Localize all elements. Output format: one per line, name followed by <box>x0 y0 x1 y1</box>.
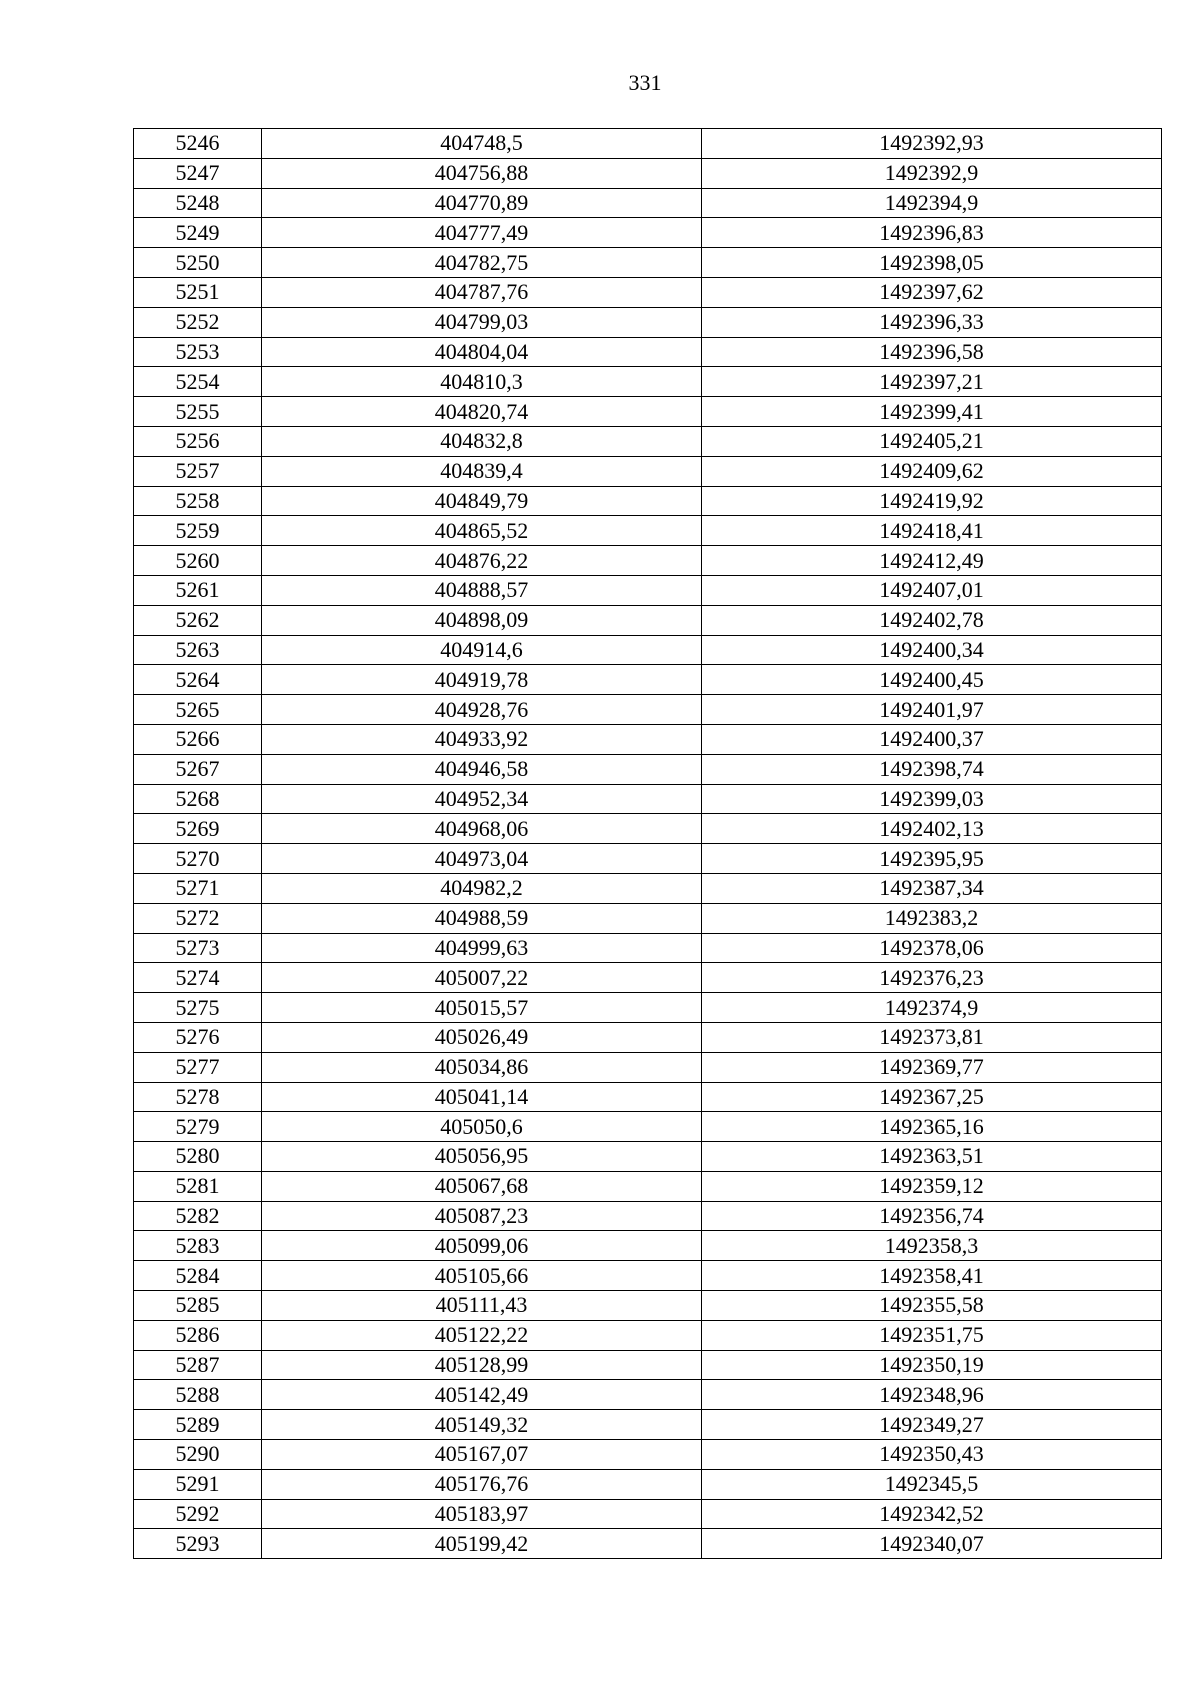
table-row <box>134 605 1162 635</box>
point-number-cell: 5275 <box>134 993 262 1023</box>
x-coordinate-cell: 405007,22 <box>262 963 702 993</box>
y-coordinate-cell: 1492399,03 <box>702 784 1162 814</box>
y-coordinate-cell: 1492367,25 <box>702 1082 1162 1112</box>
x-coordinate-cell: 404756,88 <box>262 158 702 188</box>
point-number-cell: 5252 <box>134 307 262 337</box>
y-coordinate-cell: 1492350,19 <box>702 1350 1162 1380</box>
x-coordinate-cell: 404968,06 <box>262 814 702 844</box>
point-number-cell: 5293 <box>134 1529 262 1559</box>
point-number-cell: 5258 <box>134 486 262 516</box>
y-coordinate-cell: 1492365,16 <box>702 1112 1162 1142</box>
table-row <box>134 1380 1162 1410</box>
y-coordinate-cell: 1492396,83 <box>702 218 1162 248</box>
x-coordinate-cell: 404865,52 <box>262 516 702 546</box>
x-coordinate-cell: 404914,6 <box>262 635 702 665</box>
x-coordinate-cell: 404982,2 <box>262 873 702 903</box>
table-row <box>134 903 1162 933</box>
point-number-cell: 5282 <box>134 1201 262 1231</box>
x-coordinate-cell: 404849,79 <box>262 486 702 516</box>
point-number-cell: 5278 <box>134 1082 262 1112</box>
x-coordinate-cell: 404888,57 <box>262 575 702 605</box>
table-row <box>134 1469 1162 1499</box>
table-row <box>134 1171 1162 1201</box>
y-coordinate-cell: 1492376,23 <box>702 963 1162 993</box>
coordinates-table <box>133 128 1162 1559</box>
y-coordinate-cell: 1492374,9 <box>702 993 1162 1023</box>
point-number-cell: 5273 <box>134 933 262 963</box>
table-row <box>134 546 1162 576</box>
table-row <box>134 1112 1162 1142</box>
coordinates-table-body <box>134 129 1162 1559</box>
y-coordinate-cell: 1492387,34 <box>702 873 1162 903</box>
x-coordinate-cell: 404748,5 <box>262 129 702 159</box>
y-coordinate-cell: 1492397,62 <box>702 277 1162 307</box>
x-coordinate-cell: 405176,76 <box>262 1469 702 1499</box>
table-row <box>134 1529 1162 1559</box>
table-row <box>134 426 1162 456</box>
table-row <box>134 665 1162 695</box>
point-number-cell: 5268 <box>134 784 262 814</box>
y-coordinate-cell: 1492418,41 <box>702 516 1162 546</box>
point-number-cell: 5280 <box>134 1142 262 1172</box>
table-row <box>134 1142 1162 1172</box>
table-row <box>134 248 1162 278</box>
point-number-cell: 5292 <box>134 1499 262 1529</box>
y-coordinate-cell: 1492378,06 <box>702 933 1162 963</box>
y-coordinate-cell: 1492350,43 <box>702 1440 1162 1470</box>
table-row <box>134 844 1162 874</box>
x-coordinate-cell: 404952,34 <box>262 784 702 814</box>
y-coordinate-cell: 1492392,93 <box>702 129 1162 159</box>
point-number-cell: 5261 <box>134 575 262 605</box>
point-number-cell: 5264 <box>134 665 262 695</box>
table-row <box>134 1291 1162 1321</box>
x-coordinate-cell: 405122,22 <box>262 1320 702 1350</box>
point-number-cell: 5284 <box>134 1261 262 1291</box>
point-number-cell: 5289 <box>134 1410 262 1440</box>
point-number-cell: 5248 <box>134 188 262 218</box>
y-coordinate-cell: 1492395,95 <box>702 844 1162 874</box>
point-number-cell: 5276 <box>134 1022 262 1052</box>
table-row <box>134 635 1162 665</box>
y-coordinate-cell: 1492402,13 <box>702 814 1162 844</box>
point-number-cell: 5263 <box>134 635 262 665</box>
x-coordinate-cell: 404787,76 <box>262 277 702 307</box>
y-coordinate-cell: 1492398,05 <box>702 248 1162 278</box>
x-coordinate-cell: 404919,78 <box>262 665 702 695</box>
table-row <box>134 814 1162 844</box>
y-coordinate-cell: 1492340,07 <box>702 1529 1162 1559</box>
point-number-cell: 5253 <box>134 337 262 367</box>
x-coordinate-cell: 404839,4 <box>262 456 702 486</box>
x-coordinate-cell: 405056,95 <box>262 1142 702 1172</box>
x-coordinate-cell: 404782,75 <box>262 248 702 278</box>
y-coordinate-cell: 1492400,34 <box>702 635 1162 665</box>
table-row <box>134 1350 1162 1380</box>
table-row <box>134 933 1162 963</box>
x-coordinate-cell: 404770,89 <box>262 188 702 218</box>
x-coordinate-cell: 405167,07 <box>262 1440 702 1470</box>
table-row <box>134 754 1162 784</box>
point-number-cell: 5259 <box>134 516 262 546</box>
point-number-cell: 5277 <box>134 1052 262 1082</box>
x-coordinate-cell: 405128,99 <box>262 1350 702 1380</box>
point-number-cell: 5291 <box>134 1469 262 1499</box>
y-coordinate-cell: 1492402,78 <box>702 605 1162 635</box>
point-number-cell: 5270 <box>134 844 262 874</box>
point-number-cell: 5265 <box>134 695 262 725</box>
y-coordinate-cell: 1492392,9 <box>702 158 1162 188</box>
point-number-cell: 5271 <box>134 873 262 903</box>
x-coordinate-cell: 405026,49 <box>262 1022 702 1052</box>
y-coordinate-cell: 1492396,58 <box>702 337 1162 367</box>
table-row <box>134 367 1162 397</box>
x-coordinate-cell: 405142,49 <box>262 1380 702 1410</box>
x-coordinate-cell: 405041,14 <box>262 1082 702 1112</box>
point-number-cell: 5267 <box>134 754 262 784</box>
point-number-cell: 5281 <box>134 1171 262 1201</box>
table-row <box>134 337 1162 367</box>
y-coordinate-cell: 1492398,74 <box>702 754 1162 784</box>
x-coordinate-cell: 405111,43 <box>262 1291 702 1321</box>
point-number-cell: 5247 <box>134 158 262 188</box>
y-coordinate-cell: 1492394,9 <box>702 188 1162 218</box>
point-number-cell: 5287 <box>134 1350 262 1380</box>
y-coordinate-cell: 1492419,92 <box>702 486 1162 516</box>
table-row <box>134 873 1162 903</box>
x-coordinate-cell: 405050,6 <box>262 1112 702 1142</box>
y-coordinate-cell: 1492356,74 <box>702 1201 1162 1231</box>
x-coordinate-cell: 405183,97 <box>262 1499 702 1529</box>
table-row <box>134 993 1162 1023</box>
y-coordinate-cell: 1492342,52 <box>702 1499 1162 1529</box>
y-coordinate-cell: 1492358,41 <box>702 1261 1162 1291</box>
table-row <box>134 784 1162 814</box>
table-row <box>134 486 1162 516</box>
y-coordinate-cell: 1492397,21 <box>702 367 1162 397</box>
table-row <box>134 1440 1162 1470</box>
x-coordinate-cell: 404898,09 <box>262 605 702 635</box>
y-coordinate-cell: 1492405,21 <box>702 426 1162 456</box>
table-row <box>134 1052 1162 1082</box>
y-coordinate-cell: 1492400,45 <box>702 665 1162 695</box>
x-coordinate-cell: 404810,3 <box>262 367 702 397</box>
y-coordinate-cell: 1492355,58 <box>702 1291 1162 1321</box>
x-coordinate-cell: 404933,92 <box>262 724 702 754</box>
table-row <box>134 218 1162 248</box>
point-number-cell: 5255 <box>134 397 262 427</box>
x-coordinate-cell: 404999,63 <box>262 933 702 963</box>
y-coordinate-cell: 1492396,33 <box>702 307 1162 337</box>
point-number-cell: 5251 <box>134 277 262 307</box>
point-number-cell: 5266 <box>134 724 262 754</box>
y-coordinate-cell: 1492409,62 <box>702 456 1162 486</box>
table-row <box>134 963 1162 993</box>
y-coordinate-cell: 1492363,51 <box>702 1142 1162 1172</box>
x-coordinate-cell: 404928,76 <box>262 695 702 725</box>
y-coordinate-cell: 1492351,75 <box>702 1320 1162 1350</box>
point-number-cell: 5285 <box>134 1291 262 1321</box>
table-row <box>134 516 1162 546</box>
table-row <box>134 1231 1162 1261</box>
point-number-cell: 5249 <box>134 218 262 248</box>
x-coordinate-cell: 404832,8 <box>262 426 702 456</box>
y-coordinate-cell: 1492345,5 <box>702 1469 1162 1499</box>
point-number-cell: 5290 <box>134 1440 262 1470</box>
point-number-cell: 5272 <box>134 903 262 933</box>
table-row <box>134 1022 1162 1052</box>
point-number-cell: 5260 <box>134 546 262 576</box>
table-row <box>134 724 1162 754</box>
table-row <box>134 1201 1162 1231</box>
table-row <box>134 1410 1162 1440</box>
y-coordinate-cell: 1492401,97 <box>702 695 1162 725</box>
x-coordinate-cell: 404799,03 <box>262 307 702 337</box>
y-coordinate-cell: 1492399,41 <box>702 397 1162 427</box>
y-coordinate-cell: 1492373,81 <box>702 1022 1162 1052</box>
table-row <box>134 695 1162 725</box>
point-number-cell: 5274 <box>134 963 262 993</box>
table-row <box>134 1261 1162 1291</box>
table-row <box>134 307 1162 337</box>
x-coordinate-cell: 405034,86 <box>262 1052 702 1082</box>
y-coordinate-cell: 1492369,77 <box>702 1052 1162 1082</box>
point-number-cell: 5254 <box>134 367 262 397</box>
table-row <box>134 1499 1162 1529</box>
y-coordinate-cell: 1492412,49 <box>702 546 1162 576</box>
table-row <box>134 397 1162 427</box>
y-coordinate-cell: 1492400,37 <box>702 724 1162 754</box>
x-coordinate-cell: 404973,04 <box>262 844 702 874</box>
point-number-cell: 5269 <box>134 814 262 844</box>
y-coordinate-cell: 1492349,27 <box>702 1410 1162 1440</box>
x-coordinate-cell: 405067,68 <box>262 1171 702 1201</box>
point-number-cell: 5288 <box>134 1380 262 1410</box>
x-coordinate-cell: 404820,74 <box>262 397 702 427</box>
x-coordinate-cell: 405105,66 <box>262 1261 702 1291</box>
x-coordinate-cell: 404876,22 <box>262 546 702 576</box>
table-row <box>134 575 1162 605</box>
x-coordinate-cell: 404988,59 <box>262 903 702 933</box>
page-number: 331 <box>628 70 662 95</box>
point-number-cell: 5283 <box>134 1231 262 1261</box>
point-number-cell: 5246 <box>134 129 262 159</box>
x-coordinate-cell: 405099,06 <box>262 1231 702 1261</box>
point-number-cell: 5257 <box>134 456 262 486</box>
x-coordinate-cell: 404777,49 <box>262 218 702 248</box>
point-number-cell: 5256 <box>134 426 262 456</box>
y-coordinate-cell: 1492359,12 <box>702 1171 1162 1201</box>
x-coordinate-cell: 404946,58 <box>262 754 702 784</box>
y-coordinate-cell: 1492407,01 <box>702 575 1162 605</box>
table-row <box>134 1320 1162 1350</box>
point-number-cell: 5250 <box>134 248 262 278</box>
x-coordinate-cell: 405149,32 <box>262 1410 702 1440</box>
y-coordinate-cell: 1492383,2 <box>702 903 1162 933</box>
table-row <box>134 277 1162 307</box>
table-row <box>134 1082 1162 1112</box>
table-row <box>134 158 1162 188</box>
point-number-cell: 5286 <box>134 1320 262 1350</box>
x-coordinate-cell: 405199,42 <box>262 1529 702 1559</box>
y-coordinate-cell: 1492348,96 <box>702 1380 1162 1410</box>
x-coordinate-cell: 405087,23 <box>262 1201 702 1231</box>
table-row <box>134 129 1162 159</box>
table-row <box>134 456 1162 486</box>
table-row <box>134 188 1162 218</box>
point-number-cell: 5262 <box>134 605 262 635</box>
x-coordinate-cell: 404804,04 <box>262 337 702 367</box>
point-number-cell: 5279 <box>134 1112 262 1142</box>
y-coordinate-cell: 1492358,3 <box>702 1231 1162 1261</box>
x-coordinate-cell: 405015,57 <box>262 993 702 1023</box>
